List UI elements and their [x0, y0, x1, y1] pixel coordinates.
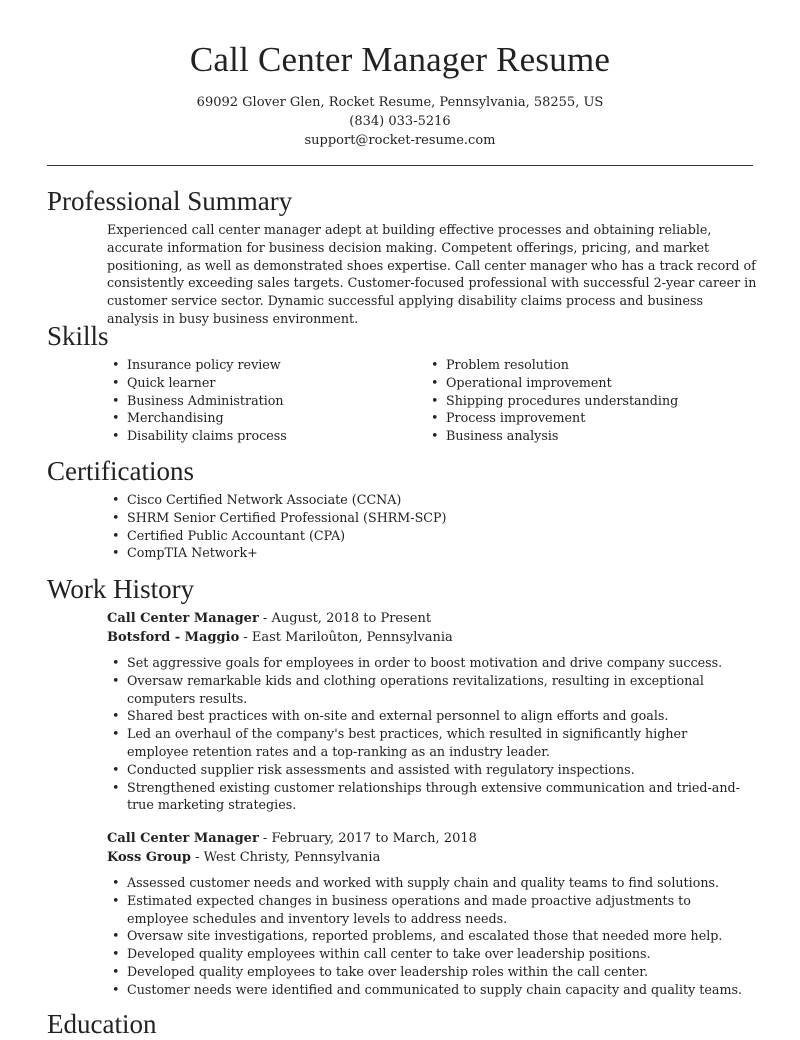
job-bullet: • Estimated expected changes in business operations and made proactive adjustments to employee schedules and inventory levels to address needs.	[107, 892, 747, 928]
job-header	[107, 829, 747, 867]
contact-email: support@rocket-resume.com	[304, 133, 496, 148]
job-dates: - February, 2017 to March, 2018	[258, 831, 477, 846]
job-company-line	[107, 628, 747, 647]
skill-item: • Problem resolution	[426, 356, 746, 374]
skill-item: • Business analysis	[426, 427, 746, 445]
job-bullet: • Set aggressive goals for employees in order to boost motivation and drive company success.	[107, 654, 747, 672]
certifications-list	[107, 491, 747, 562]
skill-item: • Quick learner	[107, 374, 417, 392]
job-bullet: • Strengthened existing customer relationships through extensive communication and tried-and-true marketing strategies.	[107, 779, 747, 815]
certifications-heading: Certifications	[47, 456, 194, 486]
job-header	[107, 609, 747, 647]
skills-heading: Skills	[47, 321, 109, 351]
job-company: Botsford - Maggio	[107, 630, 240, 645]
job-title-line	[107, 609, 747, 628]
job-bullet: • Assessed customer needs and worked with supply chain and quality teams to find solutions.	[107, 874, 747, 892]
job-bullet: • Customer needs were identified and communicated to supply chain capacity and quality teams.	[107, 981, 747, 999]
education-heading: Education	[47, 1009, 157, 1039]
skill-item: • Insurance policy review	[107, 356, 417, 374]
skill-item: • Shipping procedures understanding	[426, 392, 746, 410]
skill-item: • Process improvement	[426, 409, 746, 427]
job-bullet: • Developed quality employees within call center to take over leadership positions.	[107, 945, 747, 963]
job-bullet: • Oversaw remarkable kids and clothing operations revitalizations, resulting in exceptional computers results.	[107, 672, 747, 708]
job-bullets	[107, 654, 747, 814]
job-bullet: • Conducted supplier risk assessments and assisted with regulatory inspections.	[107, 761, 747, 779]
skill-item: • Disability claims process	[107, 427, 417, 445]
certification-item: • Cisco Certified Network Associate (CCNA)	[107, 491, 747, 509]
skill-item: • Merchandising	[107, 409, 417, 427]
skills-list-left	[107, 356, 417, 445]
job-title: Call Center Manager	[107, 611, 259, 626]
job-title: Call Center Manager	[107, 831, 259, 846]
job-dates: - August, 2018 to Present	[258, 611, 432, 626]
certification-item: • SHRM Senior Certified Professional (SHRM-SCP)	[107, 509, 747, 527]
job-bullets	[107, 874, 747, 999]
job-company-line	[107, 848, 747, 867]
job-bullet: • Oversaw site investigations, reported problems, and escalated those that needed more help.	[107, 927, 747, 945]
resume-title: Call Center Manager Resume	[189, 40, 611, 79]
work-history-heading: Work History	[47, 574, 195, 604]
skill-item: • Operational improvement	[426, 374, 746, 392]
skill-item: • Business Administration	[107, 392, 417, 410]
job-location: - East Mariloûton, Pennsylvania	[239, 630, 453, 645]
contact-address: 69092 Glover Glen, Rocket Resume, Pennsylvania, 58255, US	[196, 95, 604, 110]
summary-text: Experienced call center manager adept at building effective processes and obtaining reliable, accurate information for business decision making. Competent offerings, pricing, and market positioning, as well as demonstrated shoes expertise. Call center manager who has a track record of consistently exceeding sales targets. Customer-focused professional with successful 2-year career in customer service sector. Dynamic successful applying disability claims process and business analysis in busy business environment.	[107, 222, 757, 326]
job-bullet: • Developed quality employees to take over leadership roles within the call center.	[107, 963, 747, 981]
certification-item: • CompTIA Network+	[107, 544, 747, 562]
contact-block	[0, 93, 800, 150]
job-location: - West Christy, Pennsylvania	[191, 850, 381, 865]
job-company: Koss Group	[107, 850, 192, 865]
header-divider	[47, 165, 753, 166]
contact-phone: (834) 033-5216	[349, 114, 451, 129]
certification-item: • Certified Public Accountant (CPA)	[107, 527, 747, 545]
job-bullet: • Shared best practices with on-site and external personnel to align efforts and goals.	[107, 707, 747, 725]
job-bullet: • Led an overhaul of the company's best practices, which resulted in significantly higher employee retention rates and a top-ranking as an industry leader.	[107, 725, 747, 761]
skills-list-right	[426, 356, 746, 445]
job-title-line	[107, 829, 747, 848]
summary-heading: Professional Summary	[47, 186, 293, 216]
